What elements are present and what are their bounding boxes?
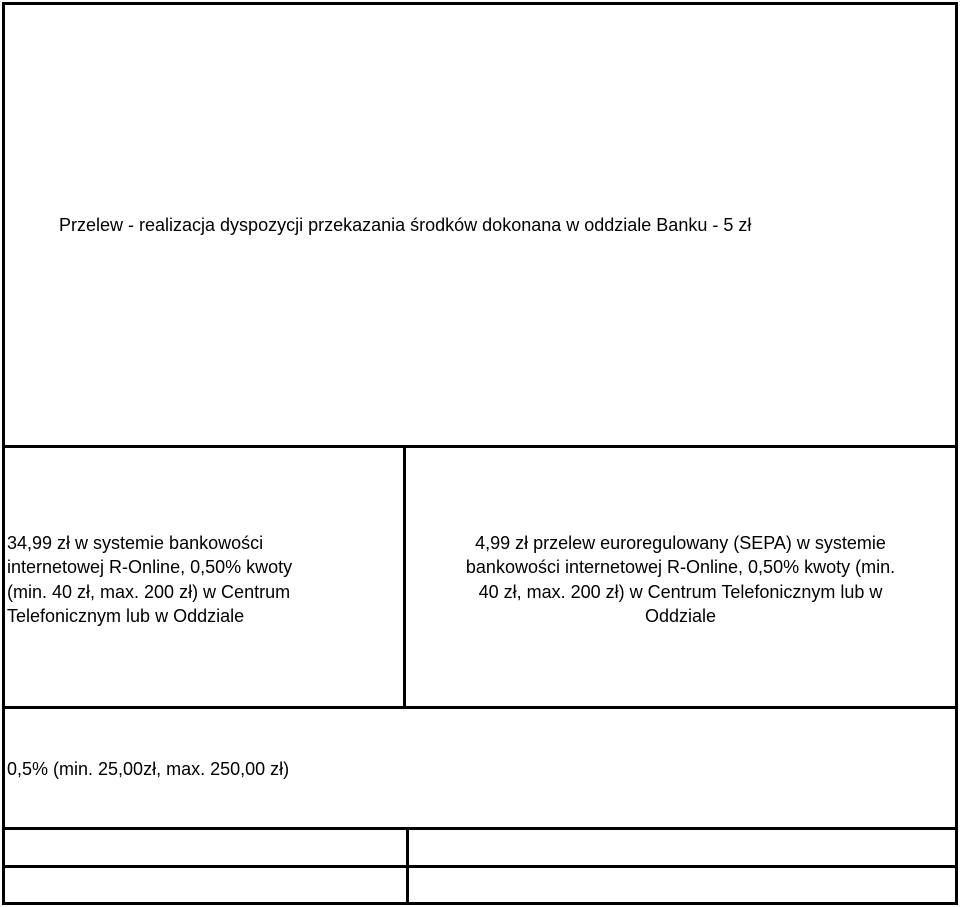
column-divider-row4-5 (406, 827, 409, 905)
table-border-left (2, 2, 5, 905)
table-border-top (2, 2, 958, 5)
row2-left-line-4: Telefonicznym lub w Oddziale (7, 606, 245, 626)
row-divider-3 (2, 827, 958, 830)
row-divider-1 (2, 445, 958, 448)
row-divider-2 (2, 706, 958, 709)
row-divider-4 (2, 865, 958, 868)
table-border-right (955, 2, 958, 905)
table-border-bottom (2, 902, 958, 905)
top-cell-text: Przelew - realizacja dyspozycji przekazania środków dokonana w oddziale Banku - 5 zł (59, 215, 752, 235)
row2-right-line-4: Oddziale (644, 606, 717, 626)
row2-left-line-3: (min. 40 zł, max. 200 zł) w Centrum (7, 582, 291, 602)
row2-right-line-2: bankowości internetowej R-Online, 0,50% kwoty (min. (465, 557, 896, 577)
row2-right-line-1: 4,99 zł przelew euroregulowany (SEPA) w systemie (475, 533, 886, 553)
row2-left-line-2: internetowej R-Online, 0,50% kwoty (7, 557, 293, 577)
row3-left-text: 0,5% (min. 25,00zł, max. 250,00 zł) (7, 759, 290, 779)
row2-right-line-3: 40 zł, max. 200 zł) w Centrum Telefonicznym lub w (478, 582, 883, 602)
row2-left-line-1: 34,99 zł w systemie bankowości (7, 533, 264, 553)
